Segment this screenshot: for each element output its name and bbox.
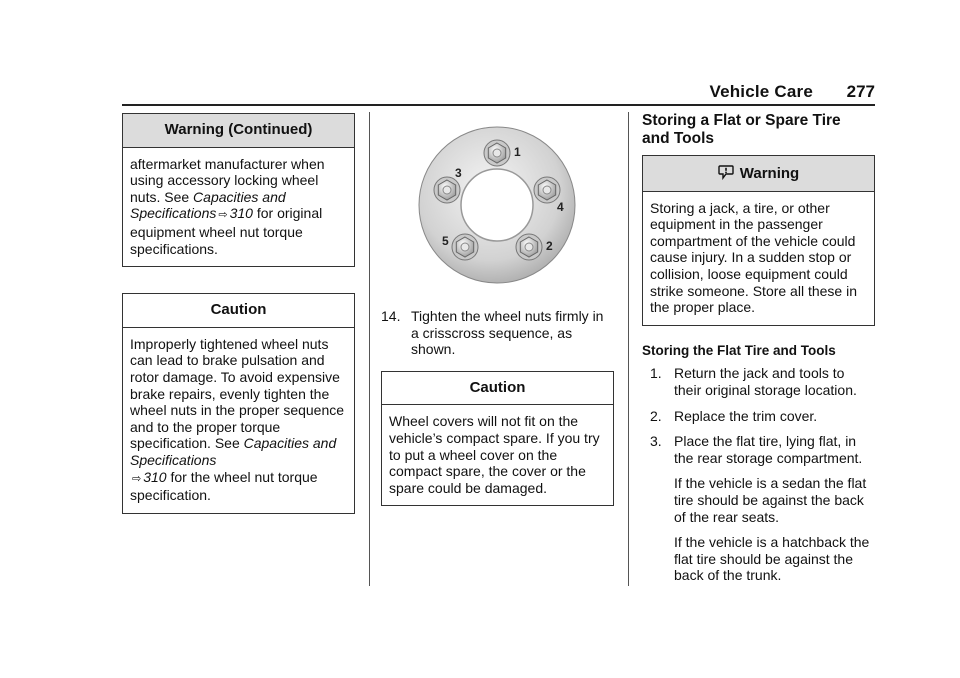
list-item — [650, 433, 875, 466]
column-divider-2 — [628, 112, 629, 586]
warning-text: Storing a jack, a tire, or other equipment in the passenger compartment of the vehicle could cause injury. In a sudden stop or collision, loose equipment could strike someone. Store all these in the proper place. — [650, 199, 857, 316]
caution-text-1 — [123, 328, 354, 513]
subsection-title: Storing the Flat Tire and Tools — [642, 342, 836, 358]
nut-label-2: 2 — [546, 239, 553, 253]
page-header — [122, 80, 875, 106]
note-sedan: If the vehicle is a sedan the flat tire should be against the back of the rear seats. — [674, 475, 867, 525]
warning-continued-text — [123, 148, 354, 267]
step-text: Return the jack and tools to their original storage location. — [674, 365, 857, 398]
caution-text-2: Wheel covers will not fit on the vehicle’s compact spare. If you try to put a wheel cover on the compact spare, the cover or the spare could be damaged. — [389, 413, 600, 496]
steps-list — [642, 365, 875, 584]
step-14-text: Tighten the wheel nuts firmly in a crisscross sequence, as shown. — [411, 308, 604, 358]
nut-label-4: 4 — [557, 200, 564, 214]
step-text: Place the flat tire, lying flat, in the rear storage compartment. — [674, 433, 863, 466]
wheel-center-hole — [461, 169, 533, 241]
header-title: Vehicle Care — [709, 82, 813, 101]
caution-title-1: Caution — [123, 294, 354, 328]
list-item — [650, 365, 875, 398]
step-text: Replace the trim cover. — [674, 407, 818, 424]
column-1 — [122, 113, 355, 514]
list-item — [650, 408, 875, 425]
column-divider-1 — [369, 112, 370, 586]
step-14-number: 14. — [381, 308, 401, 324]
wheel-nut-2 — [516, 234, 542, 260]
page-ref-icon: ⇨ — [218, 209, 228, 222]
warning-title-text: Warning — [739, 165, 800, 182]
warning-icon — [718, 164, 734, 180]
wheel-nut-5 — [452, 234, 478, 260]
wheel-nut-diagram — [381, 113, 614, 293]
step-14 — [381, 308, 614, 358]
caution-text-b: for the wheel nut torque specification. — [130, 468, 318, 504]
caution-text-a: Improperly tightened wheel nuts can lead to brake pulsation and rotor damage. To avoid expensive brake repairs, evenly tighten the wheel nuts in the proper sequence and to the proper torque specification. See — [130, 335, 345, 452]
nut-label-1: 1 — [514, 145, 521, 159]
wheel-nut-3 — [434, 177, 460, 203]
warning-continued-title: Warning (Continued) — [123, 114, 354, 148]
step-number: 2. — [650, 407, 662, 424]
page-ref-icon-2: ⇨ — [132, 472, 142, 485]
capacities-link[interactable]: Capacities and Specifications — [130, 188, 286, 222]
column-2 — [381, 113, 614, 506]
warning-text-a: aftermarket manufacturer when using accessory locking wheel nuts. See — [130, 155, 325, 205]
warning-continued-box — [122, 113, 355, 267]
page-number: 277 — [846, 82, 875, 101]
caution-title-2: Caution — [382, 372, 613, 406]
nut-label-5: 5 — [442, 234, 449, 248]
wheel-nut-1 — [484, 140, 510, 166]
step-number: 1. — [650, 365, 662, 382]
column-3 — [642, 112, 875, 584]
note-hatchback: If the vehicle is a hatchback the flat tire should be against the back of the trunk. — [674, 534, 870, 584]
capacities-link-2[interactable]: Capacities and Specifications — [130, 435, 337, 468]
warning-text-b: for original equipment wheel nut torque specifications. — [130, 205, 323, 257]
caution-box-1 — [122, 293, 355, 514]
warning-box — [642, 155, 875, 326]
warning-title — [643, 156, 874, 192]
nut-label-3: 3 — [455, 166, 462, 180]
ref-page-number-2[interactable]: 310 — [143, 468, 167, 485]
section-title: Storing a Flat or Spare Tire and Tools — [642, 112, 841, 147]
caution-box-2 — [381, 371, 614, 507]
step-number: 3. — [650, 433, 662, 450]
ref-page-number[interactable]: 310 — [229, 205, 253, 222]
